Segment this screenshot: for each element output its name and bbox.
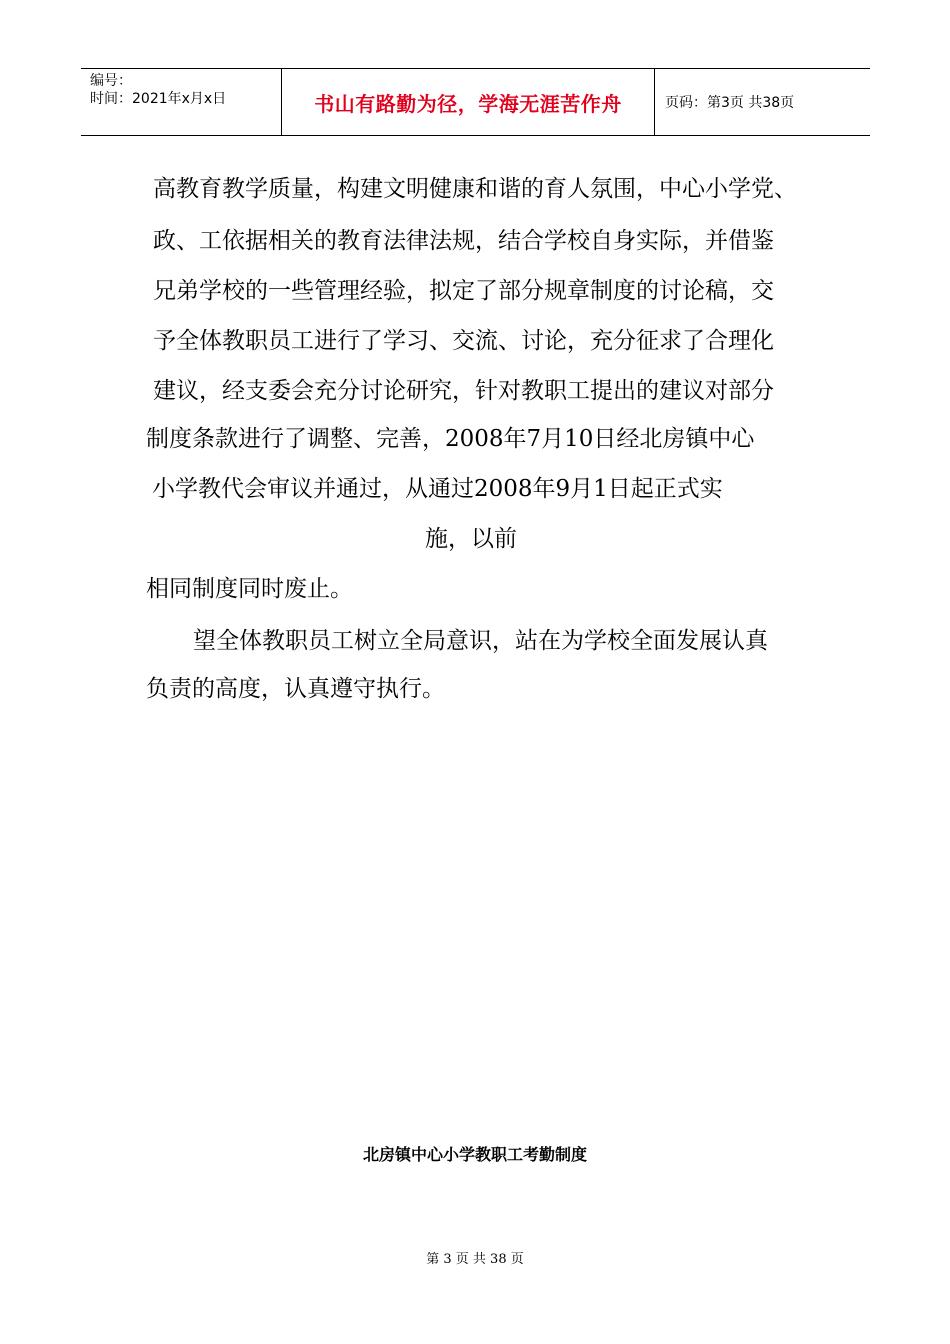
- body-paragraph-line: 望全体教职员工树立全局意识，站在为学校全面发展认真: [193, 628, 768, 654]
- document-title: 北房镇中心小学教职工考勤制度: [362, 1145, 587, 1164]
- body-line: 相同制度同时废止。: [146, 576, 353, 602]
- time-label: 时间：2021年x月x日: [90, 91, 227, 107]
- body-line: 制度条款进行了调整、完善，2008年7月10日经北房镇中心: [146, 426, 755, 452]
- body-line: 高教育教学质量，构建文明健康和谐的育人氛围，中心小学党、: [153, 176, 797, 202]
- header-page-info: 页码：第3页 共38页: [665, 95, 795, 111]
- number-label: 编号：: [90, 73, 132, 89]
- body-line: 政、工依据相关的教育法律法规，结合学校自身实际，并借鉴: [153, 228, 774, 254]
- body-line: 建议，经支委会充分讨论研究，针对教职工提出的建议对部分: [153, 378, 774, 404]
- header-table: [81, 68, 870, 136]
- body-line: 施，以前: [425, 526, 517, 552]
- page-footer: 第 3 页 共 38 页: [426, 1252, 524, 1267]
- body-line: 予全体教职员工进行了学习、交流、讨论，充分征求了合理化: [153, 328, 774, 354]
- header-meta-cell: [81, 69, 282, 135]
- body-line: 兄弟学校的一些管理经验，拟定了部分规章制度的讨论稿，交: [153, 278, 774, 304]
- header-motto: 书山有路勤为径，学海无涯苦作舟: [282, 69, 655, 135]
- body-line: 小学教代会审议并通过，从通过2008年9月1日起正式实: [152, 476, 723, 502]
- body-paragraph-line: 负责的高度，认真遵守执行。: [146, 676, 445, 702]
